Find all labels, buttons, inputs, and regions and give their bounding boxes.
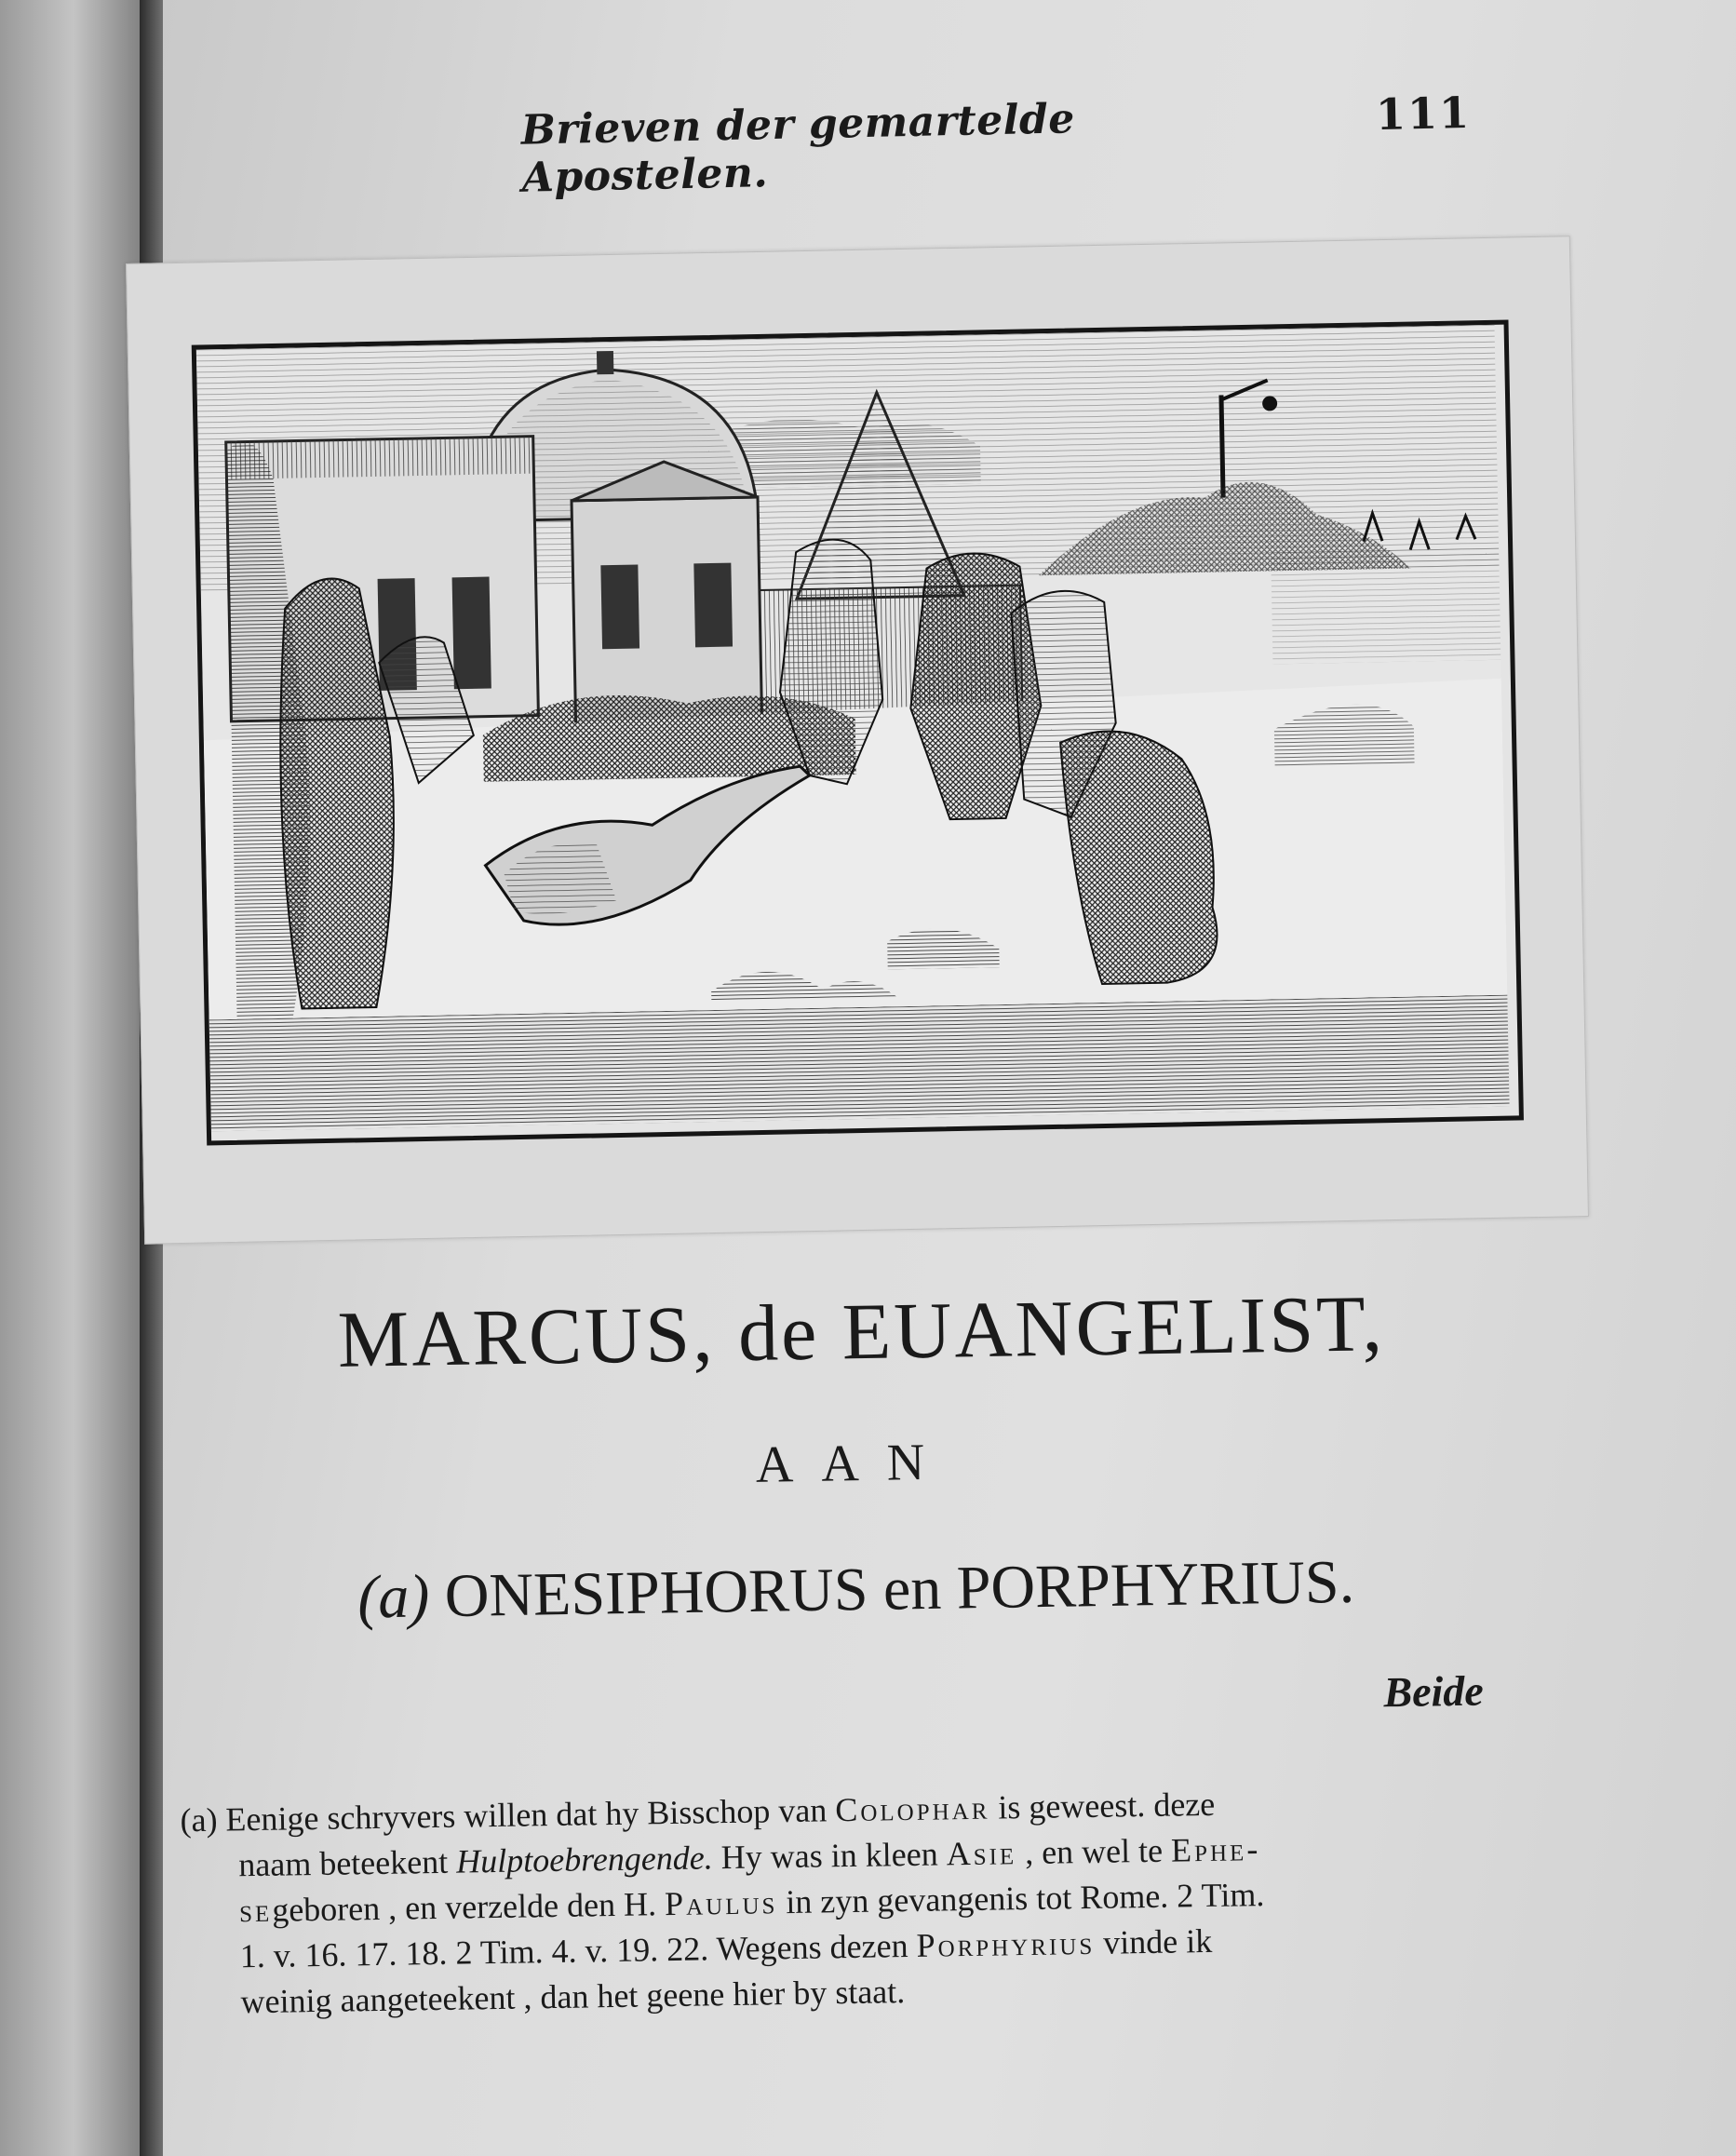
footnote-text: Paulus (664, 1883, 778, 1923)
catchword: Beide (1383, 1666, 1485, 1717)
footnote-text: Ephe- (1170, 1830, 1261, 1869)
footnote-text: weinig aangeteekent , dan het geene hier by staat. (240, 1973, 906, 2021)
letter-title: MARCUS, de EUANGELIST, (337, 1278, 1386, 1384)
aan-line: AAN (755, 1433, 953, 1494)
footnote-reference-mark: (a) (357, 1562, 430, 1632)
footnote-text: Porphyrius (916, 1923, 1096, 1964)
engraving-plate (126, 236, 1589, 1245)
footnote-text: Colophar (834, 1788, 990, 1829)
footnote (180, 1777, 1519, 2027)
running-head-title: Brieven der gemartelde Apostelen. (520, 95, 1076, 202)
footnote-text: Asie (946, 1834, 1017, 1873)
engraving-drawing (196, 325, 1510, 1132)
footnote-text: 1. v. 16. 17. 18. 2 Tim. 4. v. 19. 22. Wegens dezen (239, 1926, 917, 1975)
recipients-line (185, 1544, 1527, 1637)
footnote-text: naam beteekent (237, 1842, 457, 1884)
recipients-names: ONESIPHORUS en PORPHYRIUS. (444, 1547, 1355, 1631)
footnote-text: (a) Eenige schryvers willen dat hy Bisschop van (180, 1791, 836, 1839)
footnote-text: Hulptoebrengende. (455, 1839, 714, 1880)
footnote-text: in zyn gevangenis tot Rome. 2 Tim. (777, 1875, 1265, 1921)
page-number: 111 (1375, 87, 1472, 141)
footnote-text: geboren , en verzelde den H. (271, 1885, 666, 1929)
footnote-text: , en wel te (1016, 1831, 1172, 1872)
engraving-illustration (192, 319, 1524, 1145)
footnote-text: se (238, 1891, 273, 1930)
footnote-text: is geweest. deze (989, 1785, 1216, 1826)
footnote-text: Hy was in kleen (712, 1835, 947, 1877)
footnote-text: vinde ik (1094, 1921, 1213, 1961)
